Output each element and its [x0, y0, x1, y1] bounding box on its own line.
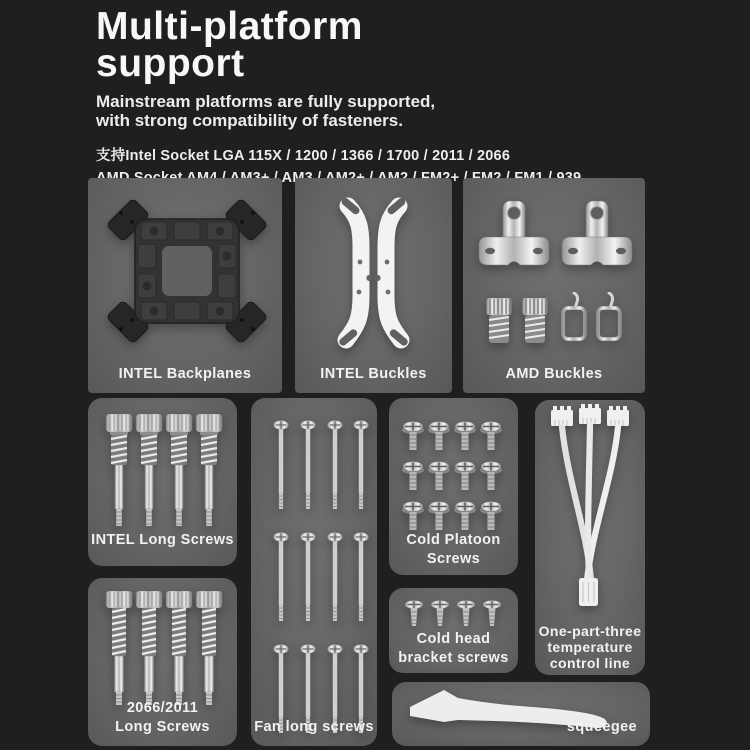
panel-intel-long-screws [88, 398, 237, 566]
panel-intel-backplanes [88, 178, 282, 393]
intel-backplane-illustration [95, 190, 279, 352]
panel-label-line2: temperature [547, 639, 633, 655]
compat-intel-sockets: 支持Intel Socket LGA 115X / 1200 / 1366 / 1700 / 2011 / 2066 [96, 148, 511, 164]
panel-label-line1: Cold head [416, 631, 491, 647]
panel-label-line1: 2066/2011 [126, 700, 199, 716]
cold-platoon-screws-illustration [389, 412, 518, 534]
panel-amd-buckles [463, 178, 645, 393]
page-title-line2: support [96, 42, 245, 85]
panel-cold-platoon-screws [389, 398, 518, 575]
page-subtitle-line2: with strong compatibility of fasteners. [96, 110, 403, 130]
temp-control-line-illustration [535, 402, 645, 614]
panel-label: INTEL Long Screws [91, 532, 234, 548]
panel-label-line2: bracket screws [398, 650, 509, 666]
panel-label-line1: One-part-three [538, 623, 642, 639]
panel-2066-2011-long-screws [88, 578, 237, 746]
panel-intel-buckles [295, 178, 452, 393]
panel-temp-control-line [535, 400, 645, 675]
panel-label: INTEL Backplanes [118, 366, 252, 382]
amd-buckles-illustration [463, 178, 645, 350]
panel-squeegee [392, 682, 650, 746]
panel-label [389, 531, 518, 569]
panel-label: INTEL Buckles [320, 366, 427, 382]
page-subtitle [96, 93, 716, 130]
panel-fan-long-screws [251, 398, 377, 746]
2066-2011-long-screws-illustration [88, 590, 237, 708]
page-subtitle-line1: Mainstream platforms are fully supported, [96, 92, 436, 111]
intel-buckles-illustration [295, 180, 452, 362]
panel-label-line3: control line [549, 655, 631, 671]
panel-label [88, 699, 237, 737]
fan-long-screws-illustration [251, 414, 377, 738]
panel-label-line1: Cold Platoon [406, 532, 501, 548]
panel-label: squeegee [566, 719, 637, 735]
header [96, 5, 716, 189]
panel-label-line2: Screws [426, 551, 481, 567]
panel-label: Fan long screws [254, 719, 374, 735]
intel-long-screws-illustration [88, 412, 237, 538]
cold-head-bracket-screws-illustration [389, 598, 518, 630]
panel-label-line2: Long Screws [115, 719, 210, 735]
panel-label [389, 630, 518, 668]
page-title [96, 5, 716, 85]
page-title-line1: Multi-platform [96, 5, 363, 48]
panel-label: AMD Buckles [505, 366, 603, 382]
panel-cold-head-bracket-screws [389, 588, 518, 673]
panel-label [535, 623, 645, 671]
